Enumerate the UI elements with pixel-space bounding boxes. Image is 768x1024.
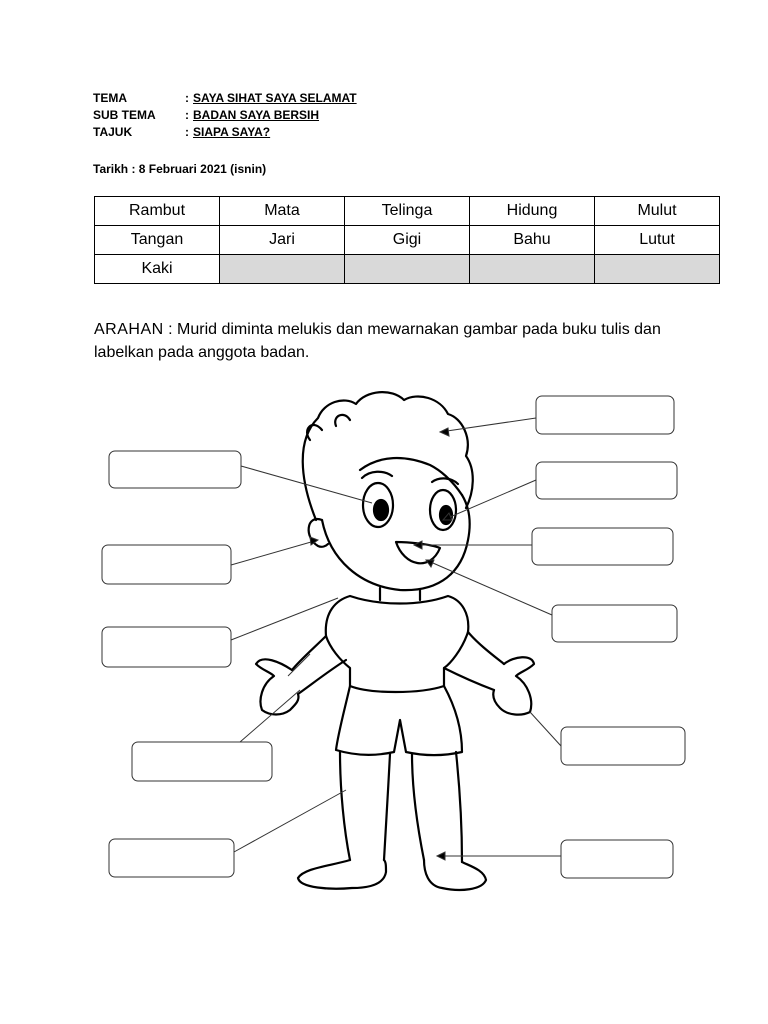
label-box-eye-left (109, 451, 241, 488)
date-line: Tarikh : 8 Februari 2021 (isnin) (93, 162, 267, 176)
left-hand (256, 659, 299, 714)
header-colon: : (185, 91, 189, 105)
right-hand (493, 657, 534, 714)
header-value: SIAPA SAYA? (193, 125, 271, 139)
header-colon: : (185, 108, 189, 122)
header-key: SUB TEMA (93, 108, 156, 122)
label-box-jari (132, 742, 272, 781)
left-pupil (374, 500, 388, 520)
hair-outline (303, 392, 473, 520)
leader-line-mulut (426, 560, 552, 615)
left-arm (292, 636, 326, 670)
label-box-mata (536, 462, 677, 499)
arrowhead (440, 428, 449, 436)
leader-line-mata (443, 480, 536, 520)
left-eyebrow (362, 472, 392, 478)
table-cell: Rambut (95, 197, 220, 226)
leader-line-eye-left (241, 466, 372, 503)
shirt-outline (326, 596, 469, 692)
right-leg (412, 752, 462, 862)
header-key: TAJUK (93, 125, 133, 139)
right-foot (424, 860, 486, 890)
label-box-hidung (532, 528, 673, 565)
right-arm-lower (444, 668, 494, 690)
header-colon: : (185, 125, 189, 139)
label-box-mulut (552, 605, 677, 642)
table-cell: Telinga (345, 197, 470, 226)
table-cell: Mulut (595, 197, 720, 226)
table-cell: Kaki (95, 255, 220, 284)
leader-line-telinga (231, 540, 318, 565)
table-cell: Hidung (470, 197, 595, 226)
table-cell: Gigi (345, 226, 470, 255)
right-arm (468, 632, 504, 664)
table-cell: Mata (220, 197, 345, 226)
hair-tuft (307, 415, 350, 440)
leader-line-bahu (231, 598, 338, 640)
label-box-telinga (102, 545, 231, 584)
instruction-body: : Murid diminta melukis dan mewarnakan gambar pada buku tulis dan labelkan pada anggota badan. (94, 321, 661, 361)
label-box-lutut (109, 839, 234, 877)
arrowhead (426, 560, 434, 567)
fringe (360, 458, 462, 495)
leader-line-tangan (530, 712, 561, 746)
label-box-kaki (561, 840, 673, 878)
shorts-outline (336, 686, 462, 755)
table-cell: Bahu (470, 226, 595, 255)
leader-line-lutut (234, 790, 346, 852)
leader-line-rambut (440, 418, 536, 432)
header-value: BADAN SAYA BERSIH (193, 108, 320, 122)
left-leg (340, 752, 390, 860)
leader-line-jari (240, 690, 300, 742)
instruction-lead: ARAHAN (94, 321, 164, 338)
label-box-tangan (561, 727, 685, 765)
label-box-rambut (536, 396, 674, 434)
arrowhead (437, 852, 445, 860)
left-foot (298, 860, 386, 889)
header-value: SAYA SIHAT SAYA SELAMAT (193, 91, 357, 105)
table-cell: Tangan (95, 226, 220, 255)
left-arm-lower (298, 660, 346, 694)
table-cell: Lutut (595, 226, 720, 255)
label-box-bahu (102, 627, 231, 667)
table-cell: Jari (220, 226, 345, 255)
header-key: TEMA (93, 91, 127, 105)
leader-line-arm (288, 654, 310, 676)
